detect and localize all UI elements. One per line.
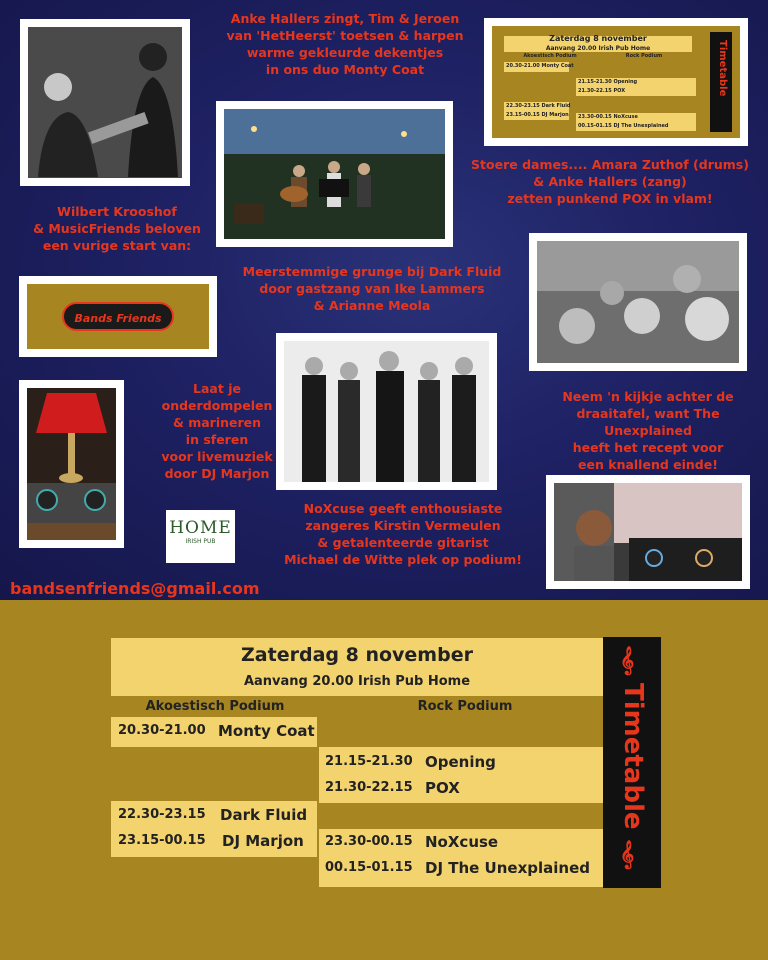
lamp-dj-image [27,388,116,540]
slot-time: 21.30-22.15 [325,780,413,795]
slot-act: Dark Fluid [220,806,308,824]
slot-time: 22.30-23.15 [118,807,206,822]
thumb-side-label: Timetable [717,40,728,97]
slot-act: Opening [425,753,496,771]
photo-dj-lamp [19,380,124,548]
thumb-subtitle: Aanvang 20.00 Irish Pub Home [545,45,651,52]
stage-image [224,109,445,239]
photo-pox-selfie [529,233,747,371]
home-irish-pub-logo: HOME IRISH PUB [166,510,235,563]
thumb-slot: 20.30-21.00 Monty Coat [506,63,574,69]
slot-act: NoXcuse [425,833,499,851]
photo-acoustic-stage [216,101,453,247]
caption-dj-marjon: Laat je onderdompelen & marineren in sferen voor livemuziek door DJ Marjon [161,381,273,481]
slot-time: 23.15-00.15 [118,833,206,848]
caption-monty-coat: Anke Hallers zingt, Tim & Jeroen van 'HetHeerst' toetsen & harpen warme gekleurde dekentjes in ons duo Monty Coat [226,11,464,77]
caption-dark-fluid: Meerstemmige grunge bij Dark Fluid door gastzang van Ike Lammers & Arianne Meola [242,264,502,313]
bands-friends-logo: Bands Friends [62,302,173,331]
band-image [284,341,489,482]
thumb-col-right: Rock Podium [625,53,663,59]
photo-noxcuse [276,333,497,490]
slot-time: 00.15-01.15 [325,860,413,875]
dj-image [554,483,742,581]
slot-act: Monty Coat [218,722,315,740]
timetable-title: Zaterdag 8 november [241,644,473,666]
slot-act: DJ Marjon [222,832,304,850]
photo-dj-unexplained [546,475,750,589]
music-note-icon: 𝄞 [620,646,635,674]
slot-time: 20.30-21.00 [118,723,206,738]
selfie-image [537,241,739,363]
caption-pox: Stoere dames.... Amara Zuthof (drums) & Anke Hallers (zang) zetten punkend POX in vlam! [471,157,749,206]
slot-time: 23.30-00.15 [325,834,413,849]
slot-act: POX [425,779,460,797]
duo-silhouette-image [28,27,182,178]
timetable-subtitle: Aanvang 20.00 Irish Pub Home [243,674,471,689]
thumb-title: Zaterdag 8 november [549,34,647,43]
caption-noxcuse: NoXcuse geeft enthousiaste zangeres Kirstin Vermeulen & getalenteerde gitarist Michael de Witte plek op podium! [284,501,522,567]
column-header-rock: Rock Podium [417,699,513,714]
thumb-col-left: Akoestisch Podium [523,53,577,59]
timetable-thumbnail [484,18,748,146]
thumb-slot: 23.30-00.15 NoXcuse 00.15-01.15 DJ The Unexplained [578,114,669,129]
bands-friends-logo-frame [19,276,217,357]
column-header-acoustic: Akoestisch Podium [145,699,285,714]
photo-monty-coat [20,19,190,186]
slot-act: DJ The Unexplained [425,859,590,877]
contact-email[interactable]: bandsenfriends@gmail.com [10,579,260,598]
thumb-slot: 22.30-23.15 Dark Fluid 23.15-00.15 DJ Marjon [506,103,571,118]
thumb-slot: 21.15-21.30 Opening 21.30-22.15 POX [578,79,638,94]
music-note-icon: 𝄞 [620,840,635,868]
slot-time: 21.15-21.30 [325,754,413,769]
caption-wilbert: Wilbert Krooshof & MusicFriends beloven een vurige start van: [33,204,201,253]
timetable-side-label: Timetable [618,683,648,830]
caption-the-unexplained: Neem 'n kijkje achter de draaitafel, want The Unexplained heeft het recept voor een knallend einde! [562,389,734,472]
